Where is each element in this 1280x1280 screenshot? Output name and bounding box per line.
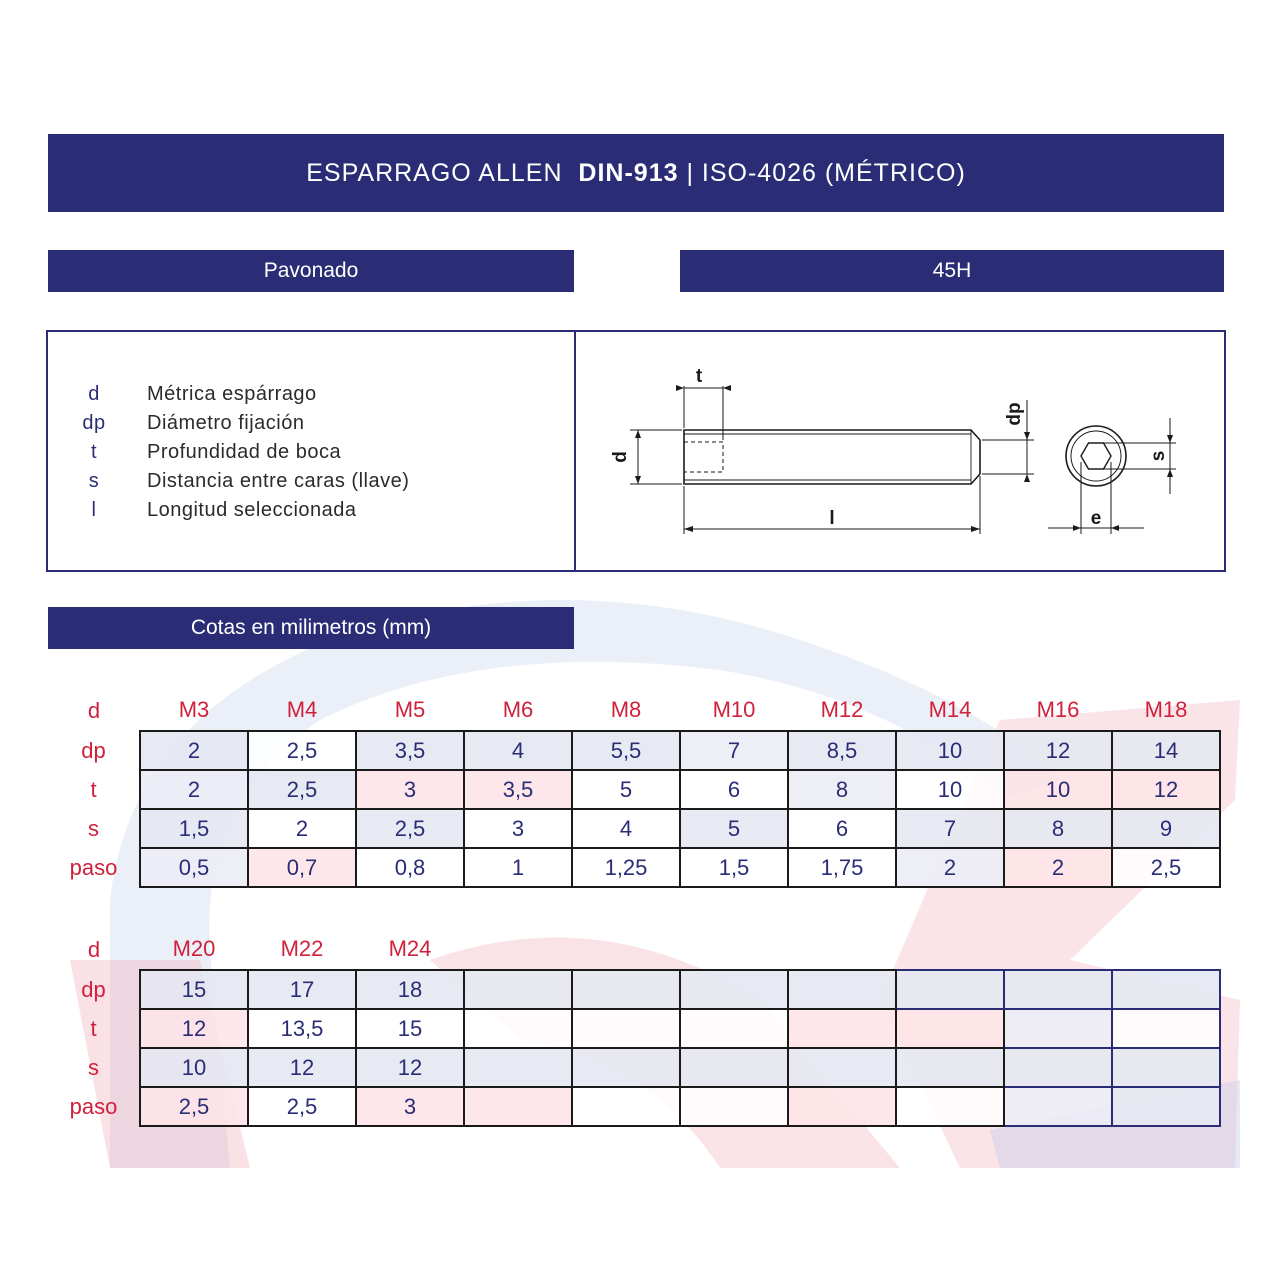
legend-row-dp — [48, 409, 304, 438]
finish-label: Pavonado — [263, 259, 359, 282]
legend-text: Métrica espárrago — [147, 383, 317, 405]
table-cell: 10 — [1004, 770, 1112, 809]
table-cell — [1004, 1048, 1112, 1087]
legend-text: Longitud seleccionada — [147, 499, 357, 521]
dim-label-t: t — [695, 366, 703, 387]
legend-symbol: s — [88, 470, 100, 492]
table-cell: 2 — [248, 809, 356, 848]
table-cell: 2,5 — [356, 809, 464, 848]
table-row-dp — [48, 731, 1220, 770]
row-label-s: s — [88, 1054, 99, 1080]
table-cell: 6 — [680, 770, 788, 809]
table-cell: 2,5 — [248, 731, 356, 770]
table-row-t — [48, 770, 1220, 809]
row-label-dp: dp — [81, 976, 106, 1002]
row-label-d: d — [87, 936, 101, 962]
legend-symbol: l — [91, 499, 97, 521]
table-cell — [464, 1087, 572, 1126]
table-cell — [896, 970, 1004, 1009]
table-cell: 8,5 — [788, 731, 896, 770]
table-cell — [1112, 970, 1220, 1009]
table-cell: 6 — [788, 809, 896, 848]
table-cell — [1112, 1087, 1220, 1126]
table-cell — [1004, 1009, 1112, 1048]
table-cell: 7 — [896, 809, 1004, 848]
size-header: M8 — [610, 697, 642, 722]
legend-row-d — [48, 380, 317, 409]
table-cell: 12 — [1112, 770, 1220, 809]
size-header: M18 — [1144, 697, 1188, 722]
legend-symbol: t — [90, 441, 98, 463]
table-cell — [572, 1009, 680, 1048]
page-title — [48, 134, 1224, 212]
table-cell: 2,5 — [248, 1087, 356, 1126]
legend-text: Profundidad de boca — [147, 441, 342, 463]
table-cell: 13,5 — [248, 1009, 356, 1048]
legend-box — [46, 330, 1226, 572]
size-header — [572, 929, 680, 970]
table-cell: 3,5 — [464, 770, 572, 809]
table-cell — [896, 1009, 1004, 1048]
table-cell: 0,7 — [248, 848, 356, 887]
row-label-s: s — [88, 815, 99, 841]
row-label-dp: dp — [81, 737, 106, 763]
title-standard: DIN-913 — [578, 158, 679, 187]
size-header: M20 — [172, 936, 216, 961]
table-cell — [464, 970, 572, 1009]
table-cell: 10 — [140, 1048, 248, 1087]
table-row-s — [48, 809, 1220, 848]
dimensions-table-2 — [48, 929, 1221, 1127]
table-cell: 0,5 — [140, 848, 248, 887]
units-bar — [48, 607, 574, 649]
legend-text: Diámetro fijación — [147, 412, 305, 434]
grade-label: 45H — [932, 259, 972, 282]
legend-text: Distancia entre caras (llave) — [147, 470, 410, 492]
legend-row-l — [48, 496, 357, 525]
table-cell: 8 — [788, 770, 896, 809]
size-header: M4 — [286, 697, 318, 722]
table-row-dp — [48, 970, 1220, 1009]
row-label-paso: paso — [69, 854, 118, 880]
size-header — [1004, 929, 1112, 970]
row-label-paso: paso — [69, 1093, 118, 1119]
table-cell — [572, 970, 680, 1009]
size-header — [464, 929, 572, 970]
table-cell: 2,5 — [1112, 848, 1220, 887]
size-header: M16 — [1036, 697, 1080, 722]
table-cell: 5,5 — [572, 731, 680, 770]
table-cell: 3 — [464, 809, 572, 848]
size-header: M22 — [280, 936, 324, 961]
size-header: M10 — [712, 697, 756, 722]
table-cell: 2 — [140, 770, 248, 809]
legend-divider — [574, 332, 576, 570]
table-cell — [1112, 1009, 1220, 1048]
table-cell: 15 — [356, 1009, 464, 1048]
table-cell — [788, 1009, 896, 1048]
row-label-t: t — [90, 776, 97, 802]
finish-bar — [48, 250, 574, 292]
table-cell: 2,5 — [248, 770, 356, 809]
table-cell: 3 — [356, 1087, 464, 1126]
legend-symbol: dp — [82, 412, 106, 434]
dim-label-e: e — [1090, 508, 1102, 529]
table-cell — [464, 1048, 572, 1087]
table-cell: 9 — [1112, 809, 1220, 848]
table-cell: 8 — [1004, 809, 1112, 848]
table-cell — [572, 1087, 680, 1126]
size-header: M6 — [502, 697, 534, 722]
table-cell: 4 — [464, 731, 572, 770]
size-header: M5 — [394, 697, 426, 722]
grade-bar — [680, 250, 1224, 292]
table-cell: 1,5 — [680, 848, 788, 887]
table-cell — [1004, 970, 1112, 1009]
table-cell — [680, 970, 788, 1009]
size-header — [680, 929, 788, 970]
size-header: M12 — [820, 697, 864, 722]
title-text: ESPARRAGO ALLEN — [306, 158, 579, 187]
table-cell: 3,5 — [356, 731, 464, 770]
size-header: M14 — [928, 697, 972, 722]
dim-label-s: s — [1148, 450, 1169, 462]
table-cell — [464, 1009, 572, 1048]
table-cell: 18 — [356, 970, 464, 1009]
table-cell: 10 — [896, 770, 1004, 809]
table-cell — [1004, 1087, 1112, 1126]
table-cell: 1 — [464, 848, 572, 887]
table-cell — [896, 1087, 1004, 1126]
table-row-paso — [48, 848, 1220, 887]
table-cell — [788, 1048, 896, 1087]
size-header: M24 — [388, 936, 432, 961]
table-cell — [680, 1087, 788, 1126]
table-cell — [1112, 1048, 1220, 1087]
size-header — [1112, 929, 1220, 970]
table-cell — [896, 1048, 1004, 1087]
table-cell — [788, 970, 896, 1009]
table-cell: 1,25 — [572, 848, 680, 887]
table-cell: 2 — [896, 848, 1004, 887]
dimensions-table-1 — [48, 690, 1221, 888]
table-cell — [572, 1048, 680, 1087]
table-cell: 2 — [1004, 848, 1112, 887]
table-cell: 12 — [356, 1048, 464, 1087]
legend-row-s — [48, 467, 409, 496]
size-header — [896, 929, 1004, 970]
dim-label-l: l — [829, 508, 835, 529]
table-cell — [680, 1009, 788, 1048]
table-cell: 17 — [248, 970, 356, 1009]
table-cell: 4 — [572, 809, 680, 848]
row-label-t: t — [90, 1015, 97, 1041]
table-row-t — [48, 1009, 1220, 1048]
table-cell: 5 — [572, 770, 680, 809]
table-cell: 2,5 — [140, 1087, 248, 1126]
table-cell: 10 — [896, 731, 1004, 770]
table-cell: 7 — [680, 731, 788, 770]
units-label: Cotas en milimetros (mm) — [190, 616, 432, 639]
table-cell: 12 — [248, 1048, 356, 1087]
size-header: M3 — [178, 697, 210, 722]
legend-row-t — [48, 438, 341, 467]
size-header — [788, 929, 896, 970]
legend-symbol: d — [88, 383, 100, 405]
table-cell: 14 — [1112, 731, 1220, 770]
row-label-d: d — [87, 697, 101, 723]
size-header-row — [48, 929, 1220, 970]
table-cell: 1,75 — [788, 848, 896, 887]
dim-label-dp: dp — [1004, 402, 1025, 426]
table-cell: 15 — [140, 970, 248, 1009]
table-cell — [680, 1048, 788, 1087]
table-cell: 3 — [356, 770, 464, 809]
size-header-row — [48, 690, 1220, 731]
table-cell: 12 — [1004, 731, 1112, 770]
table-cell: 0,8 — [356, 848, 464, 887]
table-cell: 12 — [140, 1009, 248, 1048]
table-cell: 5 — [680, 809, 788, 848]
set-screw-diagram — [578, 334, 1222, 568]
title-iso: | ISO-4026 (MÉTRICO) — [678, 158, 966, 187]
table-cell: 1,5 — [140, 809, 248, 848]
table-row-paso — [48, 1087, 1220, 1126]
table-cell — [788, 1087, 896, 1126]
table-cell: 2 — [140, 731, 248, 770]
dim-label-d: d — [610, 451, 631, 463]
table-row-s — [48, 1048, 1220, 1087]
